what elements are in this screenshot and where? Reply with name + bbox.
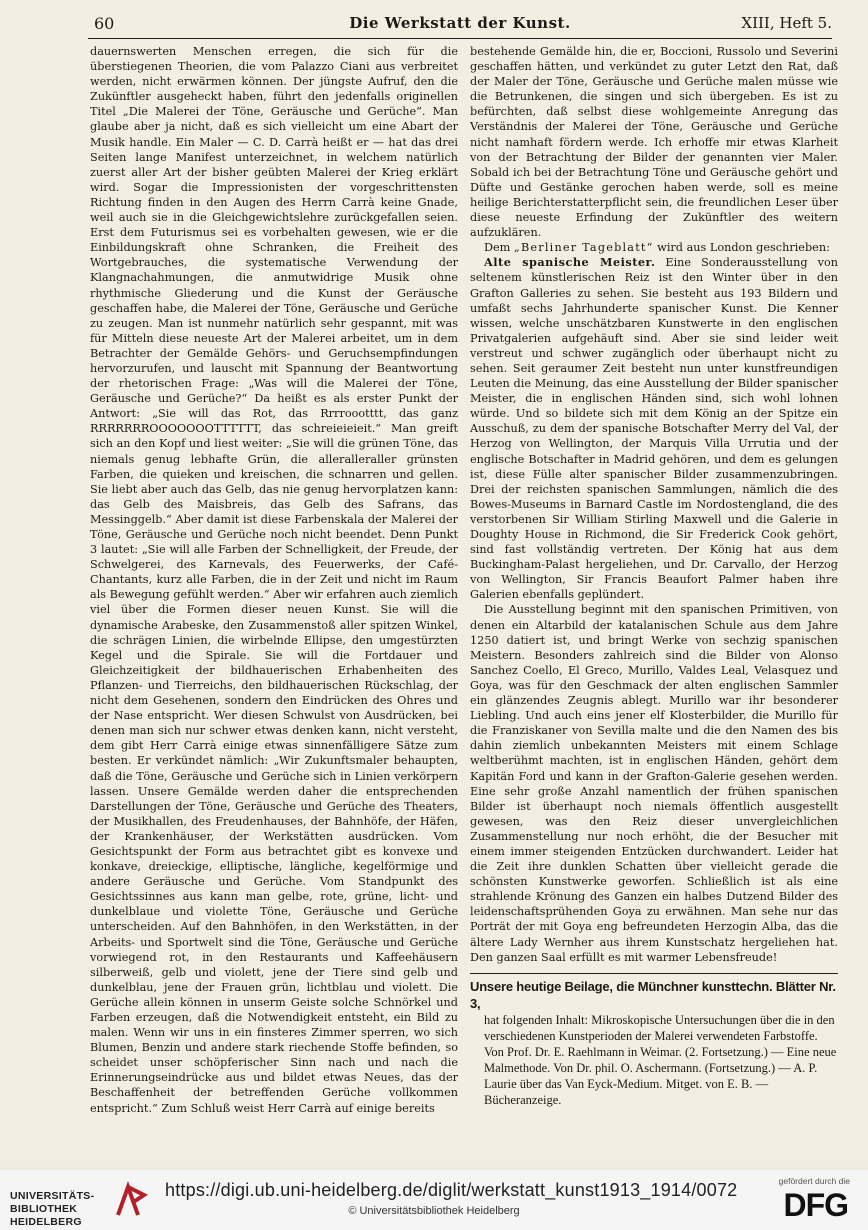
library-name-line-3: HEIDELBERG bbox=[10, 1216, 82, 1228]
article-heading: Alte spanische Meister. bbox=[484, 255, 656, 270]
right-paragraph-2 bbox=[470, 240, 838, 255]
issue-label: XIII, Heft 5. bbox=[741, 14, 832, 32]
funding-note: gefördert durch die bbox=[778, 1176, 850, 1186]
newspaper-name: „Berliner Tageblatt“ bbox=[513, 241, 654, 255]
dfg-logo[interactable]: DFG bbox=[783, 1187, 848, 1223]
right-paragraph-4: Die Ausstellung beginnt mit den spanischen Primitiven, von denen ein Altarbild der katalanischen Schule aus dem Jahre 1250 datiert ist, und bringt Werke von sechzig spanischen Meistern. Besonders zahlreich sind die Bilder von Alonso Sanchez Coello, El Greco, Murillo, Valdes Leal, Velasquez und Goya, was für den Geschmack der alten englischen Sammler ein glänzendes Zeugnis ablegt. Murillo war ihr besonderer Liebling. Und auch eins jener elf Klosterbilder, die Murillo für die Franziskaner von Sevilla malte und die den Namen des bis dahin ziemlich unbekannten Meisters mit einem Schlage weltberühmt machten, ist in englischen Händen, gehört dem Kapitän Ford und kann in der Grafton-Galerie gesehen werden. Eine sehr große Anzahl namentlich der frühen spanischen Bilder ist überhaupt noch niemals öffentlich ausgestellt gewesen, was den Reiz dieser unvergleichlichen Zusammenstellung nur noch erhöht, die der Besucher mit einem immer steigenden Entzücken durchwandert. Leider hat die Zeit ihre dunklen Schatten über vielleicht gerade die schönsten Kunstwerke geworfen. Schließlich ist als eine strahlende Krönung des Ganzen ein halbes Dutzend Bilder des leidenschaftsprühenden Goya zu erwähnen. Man sehe nur das Porträt der mit Goya eng befreundeten Herzogin Alba, das die ältere Lady Wernher aus ihrem Kunstschatz hergeliehen hat. Den ganzen Saal erfüllt es mit warmer Lebensfreude! bbox=[470, 603, 838, 964]
supplement-heading: Unsere heutige Beilage, die Münchner kunsttechn. Blätter Nr. 3, bbox=[470, 978, 836, 1011]
article-body: Eine Sonderausstellung von seltenem künstlerischen Reiz ist den Winter über in den Grafton Galleries zu sehen. Sie besteht aus 193 Bildern und umfaßt sechs Jahrhunderte spanischer Kunst. Die Kenner wissen, welche unschätzbaren Kunstwerte in den englischen Privatgalerien aufgehäuft sind. Aber sie sind leider weit verstreut und schwer zugänglich oder überhaupt nicht zu sehen. Seit geraumer Zeit besteht nun unter kunstfreundigen Leuten die Meinung, das eine Ausstellung der Bilder spanischer Meister, die in englischen Händen sind, sich wohl lohnen würde. Und so bildete sich mit dem König an der Spitze ein Ausschuß, zu dem der spanische Botschafter Merry del Val, der Herzog von Wellington, der Marquis Villa Urrutia und der englische Botschafter in Madrid gehören, und dem es gelungen ist, diese Fülle alter spanischer Bilder zusammenzubringen. Drei der reichsten spanischen Sammlungen, nämlich die des Bowes-Museums in Barnard Castle im Nordostengland, die des verstorbenen Sir William Stirling Maxwell und die Galerie in Doughty House in Richmond, die Sir Frederick Cook gehört, sind fast vollständig vertreten. Der König hat aus dem Buckingham-Palast hergeliehen, und Dr. Carvallo, der Herzog von Wellington, Sir Francis Beaufort Palmer haben ihre Galerien ebenfalls geplündert. bbox=[470, 256, 838, 602]
page-url-link[interactable]: https://digi.ub.uni-heidelberg.de/diglit/werkstatt_kunst1913_1914/0072 bbox=[165, 1180, 738, 1200]
right-paragraph-1: bestehende Gemälde hin, die er, Boccioni, Russolo und Severini geschaffen hätten, und verkündet zu guter Letzt den Rat, daß der Maler der Töne, Geräusche und Gerüche malen müsse wie die Betrunkenen, die singen und sich übergeben. Es ist zu befürchten, daß selbst diese wohlgemeinte Anregung das Verständnis der Malerei der Töne, Geräusche und Gerüche nicht namhaft fördern werde. Ich erhoffe mir etwas Klarheit von der Betrachtung der Bilder der genannten vier Maler. Sobald ich bei der Betrachtung Töne und Geräusche gehört und Düfte und Gestänke gerochen haben werde, soll es meine heilige Berichterstatterpflicht sein, die freundlichen Leser über diese neueste Erfindung der Zukünftler des weitern aufzuklären. bbox=[470, 45, 838, 240]
left-column-text: dauernswerten Menschen erregen, die sich für die überstiegenen Theorien, die vom Palazzo Ciani aus verbreitet werden, nicht erwärmen können. Der jüngste Aufruf, den die Zukünftler ausgeheckt haben, führt den jedenfalls originellen Titel „Die Malerei der Töne, Geräusche und Gerüche“. Man glaube aber ja nicht, daß es sich vielleicht um eine Abart der Musik handle. Ein Maler — C. D. Carrà heißt er — hat das drei Seiten lange Manifest unterzeichnet, in welchem natürlich zuerst aller Art der bisher geübten Malerei der Krieg erklärt wird. Sogar die Impressionisten der vorgeschrittensten Richtung finden in den Augen des Herrn Carrà keine Gnade, weil auch sie in die Gleichgewichtslehre zurückgefallen seien. Erst dem Futurismus sei es vorbehalten gewesen, wie er die Einbildungskraft ohne Schranken, die Freiheit des Wortgebrauches, die systematische Verwendung der Klangnachahmungen, die anmutwidrige Musik ohne rhythmische Gliederung und die Kunst der Geräusche geschaffen habe, die Malerei der Töne, Geräusche und Gerüche zu zeugen. Man ist nunmehr natürlich sehr gespannt, mit was für Mitteln diese neueste Art der Malerei arbeitet, um in dem Betrachter der Gemälde Gehörs- und Geruchsempfindungen hervorzurufen, und lauscht mit Spannung der Beantwortung der rhetorischen Frage: „Was will die Malerei der Töne, Geräusche und Gerüche?“ Da heißt es als erster Punkt der Antwort: „Sie will das Rot, das Rrrroootttt, das ganz RRRRRRROOOOOOOTTTTTT, das schreieieieit.“ Man greift sich an den Kopf und liest weiter: „Sie will die grünen Töne, das niemals genug lebhafte Grün, die alleralleraller grünsten Farben, die quieken und kreischen, die schnarren und gellen. Sie liebt aber auch das Gelb, das nie genug hervorplatzen kann: das Gelb des Maisbreis, das Gelb des Safrans, das Messinggelb.“ Aber damit ist diese Farbenskala der Malerei der Töne, Geräusche und Gerüche noch nicht beendet. Denn Punkt 3 lautet: „Sie will alle Farben der Schnelligkeit, der Freude, der Schwelgerei, des Karnevals, des Feuerwerks, der Café-Chantants, kurz alle Farben, die in der Zeit und nicht im Raum als Bewegung gefühlt werden.“ Aber wir erfahren auch ziemlich viel über die Formen dieser neuen Kunst. Sie will die dynamische Arabeske, den Zusammenstoß aller spitzen Winkel, die schrägen Linien, die wirbelnde Ellipse, den umgestürzten Kegel und die Spirale. Sie will die Fortdauer und Gleichzeitigkeit der bildhauerischen Erhabenheiten des Pflanzen- und Tierreichs, den bildhauerischen Rückschlag, der nicht dem Gesehenen, sondern den Eindrücken des Ohres und der Nase entspricht. Wer diesen Schwulst von Ausdrücken, bei denen man sich nur schwer etwas denken kann, nicht versteht, dem gibt Herr Carrà einige etwas sinnenfälligere Sätze zum besten. Er verkündet nämlich: „Wir Zukunftsmaler behaupten, daß die Töne, Geräusche und Gerüche sich in Linien verkörpern lassen. Unsere Gemälde werden daher die entsprechenden Darstellungen der Töne, Geräusche und Gerüche des Theaters, der Musikhallen, des Freudenhauses, der Bahnhöfe, der Häfen, der Krankenhäuser, der Werkstätten ausdrücken. Vom Gesichtspunkt der Form aus betrachtet gibt es konvexe und konkave, dreieckige, elliptische, längliche, kegelförmige und andere Geräusche und Gerüche. Vom Standpunkt des Gesichtssinnes aus kann man gelbe, rote, grüne, licht- und dunkelblaue und violette Töne, Geräusche und Gerüche unterscheiden. Auf den Bahnhöfen, in den Werkstätten, in der Arbeits- und Sportwelt sind die Töne, Geräusche und Gerüche vorwiegend rot, in den Restaurants und Kaffeehäusern silberweiß, gelb und violett, jene der Tiere sind gelb und dunkelblau, jene der Frauen grün, lichtblau und violett. Die Gerüche allein können in unserm Geiste solche Schnörkel und Farben erzeugen, daß die Notwendigkeit entsteht, ein Bild zu malen. Wenn wir uns in ein finsteres Zimmer sperren, wo sich Blumen, Benzin und andere stark riechende Stoffe befinden, so scheidet unser schöpferischer Sinn nach und nach die Erinnerungseindrücke aus und bildet etwas Neues, das der Beschaffenheit der betreffenden Gerüche vollkommen entspricht.“ Zum Schluß weist Herr Carrà auf einige bereits bbox=[90, 45, 459, 1115]
right-paragraph-3 bbox=[470, 255, 838, 602]
supplement-contents: hat folgenden Inhalt: Mikroskopische Untersuchungen über die in den verschiedenen Kunstperioden der Malerei verwendeten Farbstoffe. Von Prof. Dr. E. Raehlmann in Weimar. (2. Fortsetzung.) — Eine neue Malmethode. Von Dr. phil. O. Aschermann. (Fortsetzung.) — A. P. Laurie über das Van Eyck-Medium. Mitget. von E. B. — Bücheranzeige. bbox=[484, 1012, 837, 1107]
running-header bbox=[88, 12, 832, 36]
intro-suffix: wird aus London geschrieben: bbox=[653, 241, 830, 255]
left-column bbox=[90, 44, 458, 1116]
section-rule bbox=[470, 973, 838, 974]
header-rule bbox=[88, 38, 832, 39]
journal-title: Die Werkstatt der Kunst. bbox=[349, 14, 571, 32]
library-name-line-1: UNIVERSITÄTS- bbox=[10, 1190, 95, 1202]
intro-prefix: Dem bbox=[484, 241, 514, 255]
page-number: 60 bbox=[94, 14, 115, 33]
library-name-line-2: BIBLIOTHEK bbox=[10, 1203, 78, 1215]
right-column bbox=[470, 44, 838, 1108]
viewer-footer bbox=[0, 1170, 868, 1230]
copyright-notice: © Universitätsbibliothek Heidelberg bbox=[348, 1205, 520, 1217]
